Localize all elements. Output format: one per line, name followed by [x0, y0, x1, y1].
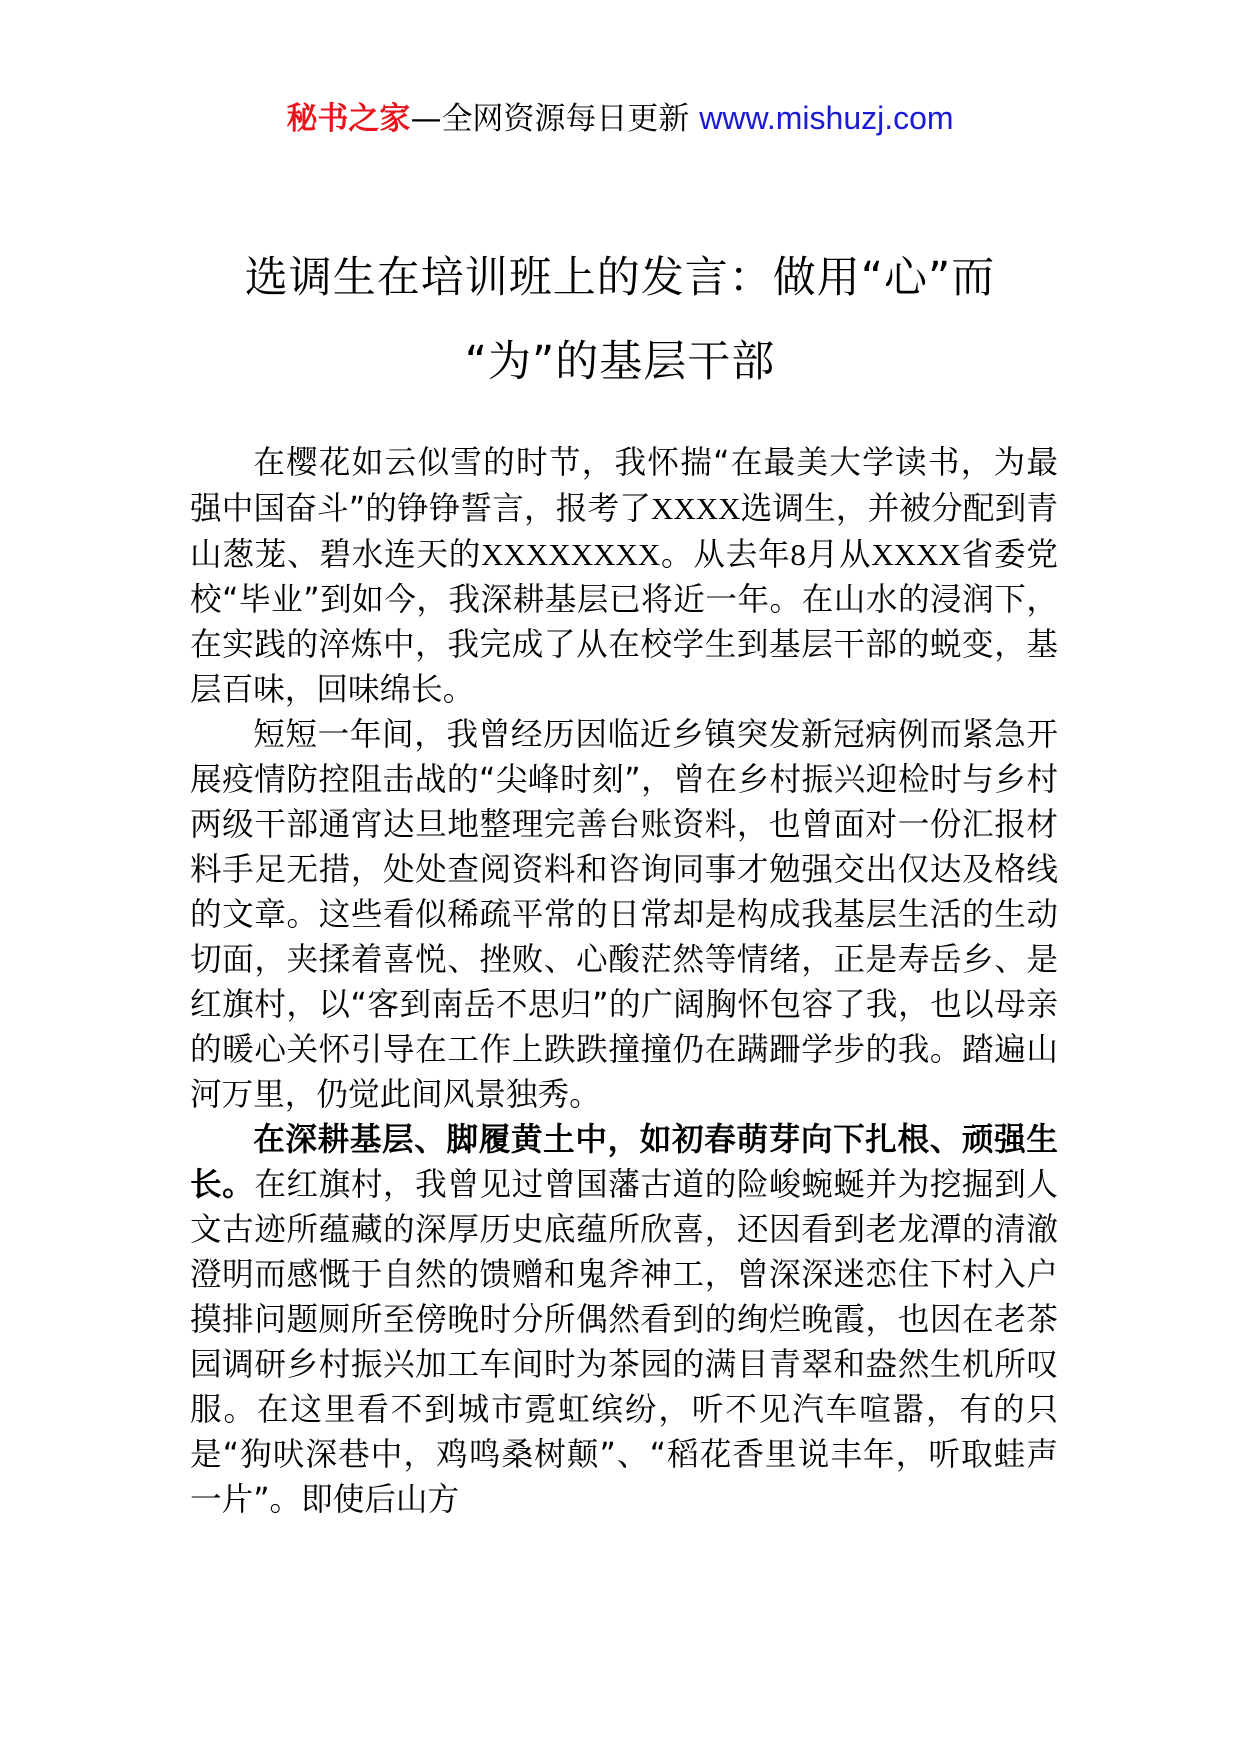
paragraph-2: 短短一年间，我曾经历因临近乡镇突发新冠病例而紧急开展疫情防控阻击战的“尖峰时刻”，曾在乡村振兴迎检时与乡村两级干部通宵达旦地整理完善台账资料，也曾面对一份汇报材料手足无措，处处查阅资料和咨询同事才勉强交出仅达及格线的文章。这些看似稀疏平常的日常却是构成我基层生活的生动切面，夹揉着喜悦、挫败、心酸茫然等情绪，正是寿岳乡、是红旗村，以“客到南岳不思归”的广阔胸怀包容了我，也以母亲的暖心关怀引导在工作上跌跌撞撞仍在蹒跚学步的我。踏遍山河万里，仍觉此间风景独秀。	[190, 717, 1058, 1113]
p1-placeholder-1: XXXX	[650, 491, 741, 526]
p1-placeholder-2: XXXXXXXX	[481, 537, 661, 572]
p1-text-5: 省委党校“毕业”到如今，我深耕基层已将近一年。在山水的浸润下，在实践的淬炼中，我完成了从在校学生到基层干部的蜕变，基层百味，回味绵长。	[190, 537, 1058, 708]
p1-text-1: 在樱花如云似雪的时节，我怀揣“在最美大学读书，为最强中国奋斗”的铮铮誓言，报考了	[190, 445, 1058, 527]
header-tagline: —全网资源每日更新	[410, 101, 700, 137]
title-line-2: “为”的基层干部	[464, 337, 776, 387]
title-line-1: 选调生在培训班上的发言：做用“心”而	[244, 253, 996, 303]
site-header	[0, 98, 1240, 139]
document-body	[190, 441, 1058, 1523]
p1-text-2: 选调生，并被分配到青山葱茏、碧水连天的	[190, 491, 1058, 573]
document-title	[140, 236, 1100, 404]
p1-text-4: 月从	[805, 537, 872, 573]
p3-text: 在红旗村，我曾见过曾国藩古道的险峻蜿蜒并为挖掘到人文古迹所蕴藏的深厚历史底蕴所欣喜，还因看到老龙潭的清澈澄明而感慨于自然的馈赠和鬼斧神工，曾深深迷恋住下村入户摸排问题厕所至傍晚时分所偶然看到的绚烂晚霞，也因在老茶园调研乡村振兴加工车间时为茶园的满目青翠和盎然生机所叹服。在这里看不到城市霓虹缤纷，听不见汽车喧嚣，有的只是“狗吠深巷中，鸡鸣桑树颠”、“稻花香里说丰年，听取蛙声一片”。即使后山方	[190, 1167, 1058, 1518]
paragraph-3	[190, 1118, 1058, 1523]
p1-placeholder-3: XXXX	[871, 537, 961, 572]
p3-bold-heading: 在深耕基层、脚履黄土中，如初春萌芽向下扎根、顽强生长。	[190, 1122, 1058, 1203]
brand-name: 秘书之家	[286, 101, 411, 137]
paragraph-1	[190, 441, 1058, 713]
p1-text-3: 。从去年	[660, 537, 791, 573]
p1-month-number: 8	[790, 537, 806, 572]
site-url-link[interactable]: www.mishuzj.com	[699, 100, 954, 136]
